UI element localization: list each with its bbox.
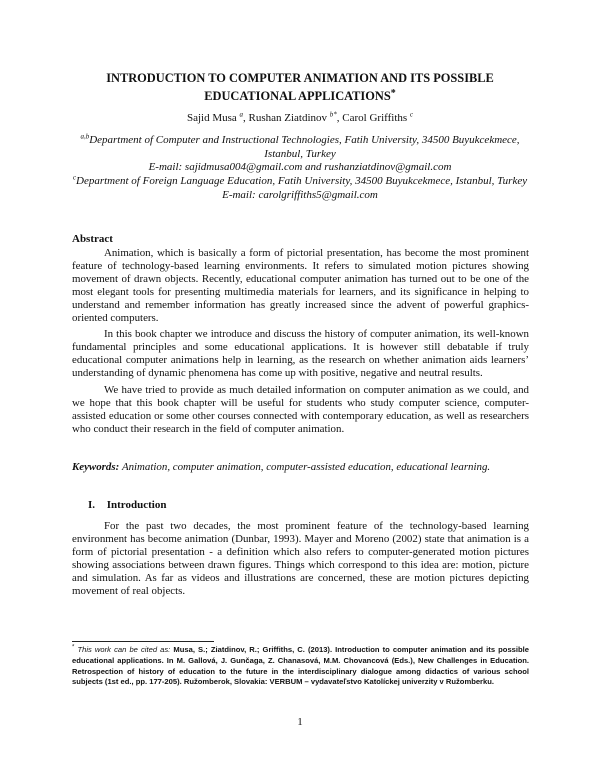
introduction-body xyxy=(72,520,529,597)
footnote-divider xyxy=(72,641,214,642)
affiliation-ab xyxy=(70,134,530,161)
affiliation-ab-email: E-mail: sajidmusa004@gmail.com and rushanziatdinov@gmail.com xyxy=(148,161,452,174)
author-1-sup: a xyxy=(239,110,244,119)
affiliation-c xyxy=(70,175,530,189)
introduction-paragraph-1: For the past two decades, the most prominent feature of the technology-based learning environment has become animation (Dunbar, 1993). Mayer and Moreno (2002) state that animation is a form of pictorial presentation - a definition which also refers to computer-generated motion pictures showing associations between drawn figures. Things which correspond to this idea are: motion, picture and simulation. As far as videos and illustrations are concerned, these are motion pictures depicting movement of real objects. xyxy=(72,520,529,597)
title-line-2 xyxy=(60,86,540,104)
abstract-heading: Abstract xyxy=(72,233,113,245)
paper-title xyxy=(60,70,540,104)
affiliation-ab-sup: a,b xyxy=(80,132,90,141)
section-title: Introduction xyxy=(106,499,167,511)
footnote-marker: * xyxy=(72,644,75,651)
affiliation-ab-text: Department of Computer and Instructional Technologies, Fatih University, 34500 Buyukcekmece, Istanbul, Turkey xyxy=(89,134,520,160)
author-2-sup: b* xyxy=(329,110,337,119)
keywords-text: Animation, computer animation, computer-assisted education, educational learning. xyxy=(121,461,491,473)
footnote-citation: Musa, S.; Ziatdinov, R.; Griffiths, C. (2013). Introduction to computer animation and its possible educational applications. In M. Gallová, J. Gunčaga, Z. Chanasová, M.M. Chovancová (Eds.), New Challenges in Education. Retrospection of history of education to the future in the interdisciplinary dialogue among didactics of various school subjects (1st ed., pp. 177-205). Ružomberok, Slovakia: VERBUM – vydavateľstvo Katolíckej univerzity v Ružomberku. xyxy=(72,645,529,687)
footnote-cite-label: This work can be cited as: xyxy=(77,645,171,654)
author-1: Sajid Musa xyxy=(186,112,237,124)
affiliation-c-email: E-mail: carolgriffiths5@gmail.com xyxy=(222,188,378,201)
affiliation-c-sup: c xyxy=(72,173,76,182)
title-line-1: INTRODUCTION TO COMPUTER ANIMATION AND ITS POSSIBLE xyxy=(106,71,494,85)
abstract-body xyxy=(72,247,529,440)
author-list: Sajid Musa $^a$, Rushan Ziatdinov $^{b*}$, Carol Griffiths $^c$ xyxy=(186,110,414,124)
affiliation-c-text: Department of Foreign Language Education, Fatih University, 34500 Buyukcekmece, Istanbul, Turkey xyxy=(76,175,528,188)
keywords-label: Keywords: xyxy=(72,461,120,473)
abstract-paragraph-1: Animation, which is basically a form of pictorial presentation, has become the most prominent feature of technology-based learning environments. It refers to simulated motion pictures showing movement of drawn objects. Recently, educational computer animation has turned out to be one of the most elegant tools for presenting multimedia materials for learners, and its significance in helping to understand and remember information has greatly increased since the advent of powerful graphics-oriented computers. xyxy=(72,247,529,324)
section-heading-introduction xyxy=(88,499,166,511)
author-3: Carol Griffiths xyxy=(342,112,408,124)
author-3-sup: c xyxy=(409,110,414,119)
section-number: I. xyxy=(88,499,96,511)
affiliations xyxy=(70,134,530,203)
page-number: 1 xyxy=(297,716,303,728)
title-line-2-text: EDUCATIONAL APPLICATIONS xyxy=(204,89,391,103)
title-footnote-marker: * xyxy=(390,88,396,99)
keywords xyxy=(72,461,529,473)
footnote xyxy=(72,645,529,688)
abstract-paragraph-2: In this book chapter we introduce and discuss the history of computer animation, its well-known fundamental principles and some educational applications. It is however still debatable if truly educational computer animations help in learning, as the research on whether animation aids learners’ understanding of dynamic phenomena has come up with positive, negative and neutral results. xyxy=(72,328,529,380)
author-2: Rushan Ziatdinov xyxy=(248,112,328,124)
abstract-paragraph-3: We have tried to provide as much detailed information on computer animation as we could, and we hope that this book chapter will be useful for students who study computer science, computer-assisted education or some other courses connected with contemporary education, as well as researchers who conduct their research in the field of computer animation. xyxy=(72,384,529,435)
